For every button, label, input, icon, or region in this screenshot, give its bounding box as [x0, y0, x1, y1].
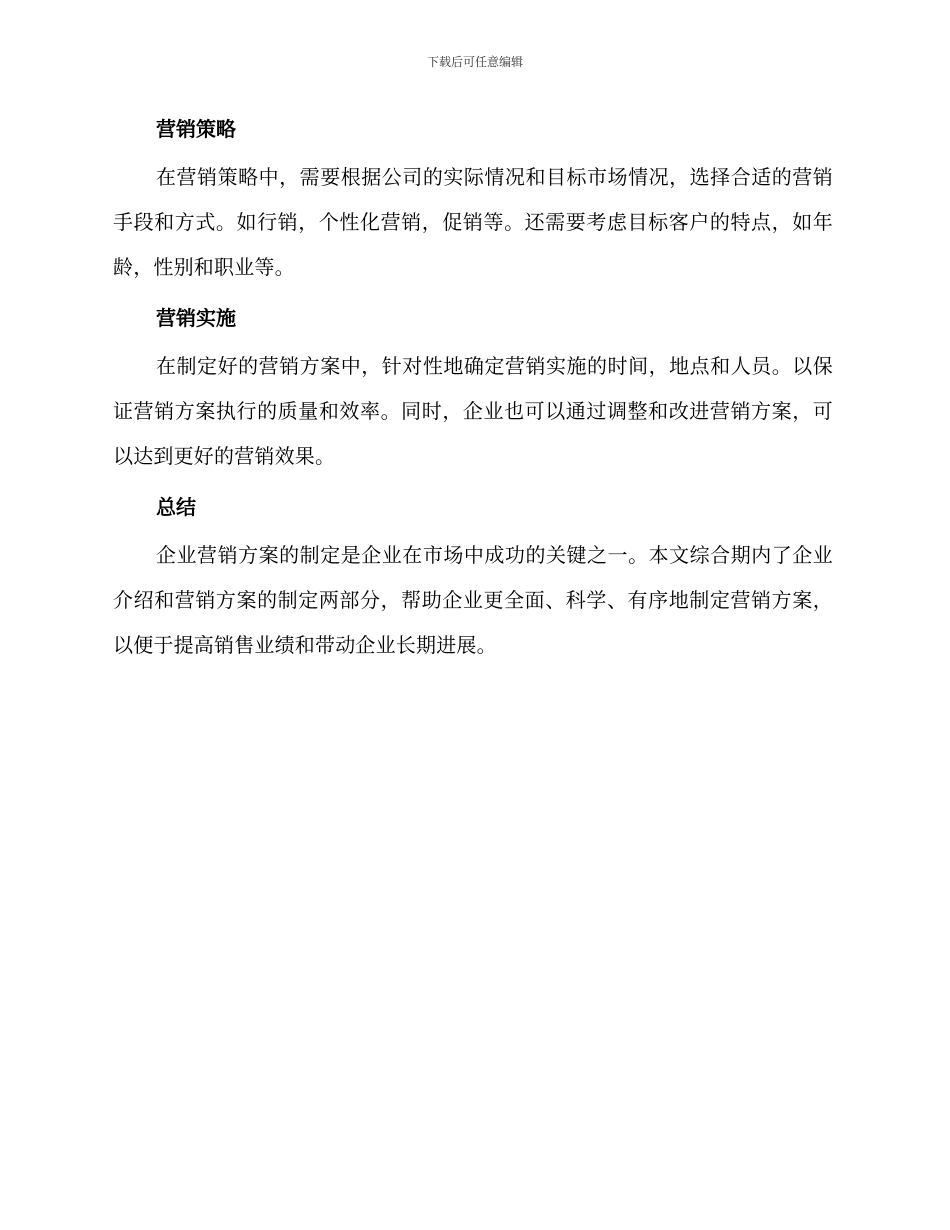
section-heading-strategy: 营销策略 — [156, 117, 236, 141]
section-paragraph-strategy: 在营销策略中，需要根据公司的实际情况和目标市场情况，选择合适的营销手段和方式。如行销，个性化营销，促销等。还需要考虑目标客户的特点，如年龄，性别和职业等。 — [113, 165, 833, 279]
section-paragraph-implementation: 在制定好的营销方案中，针对性地确定营销实施的时间，地点和人员。以保证营销方案执行的质量和效率。同时，企业也可以通过调整和改进营销方案，可以达到更好的营销效果。 — [113, 354, 833, 468]
section-heading-implementation: 营销实施 — [156, 306, 236, 330]
section-heading-summary: 总结 — [156, 495, 196, 519]
page-header-note: 下载后可任意编辑 — [426, 55, 523, 69]
document-body — [113, 113, 833, 680]
section-paragraph-summary: 企业营销方案的制定是企业在市场中成功的关键之一。本文综合期内了企业介绍和营销方案的制定两部分，帮助企业更全面、科学、有序地制定营销方案，以便于提高销售业绩和带动企业长期进展。 — [113, 543, 833, 657]
